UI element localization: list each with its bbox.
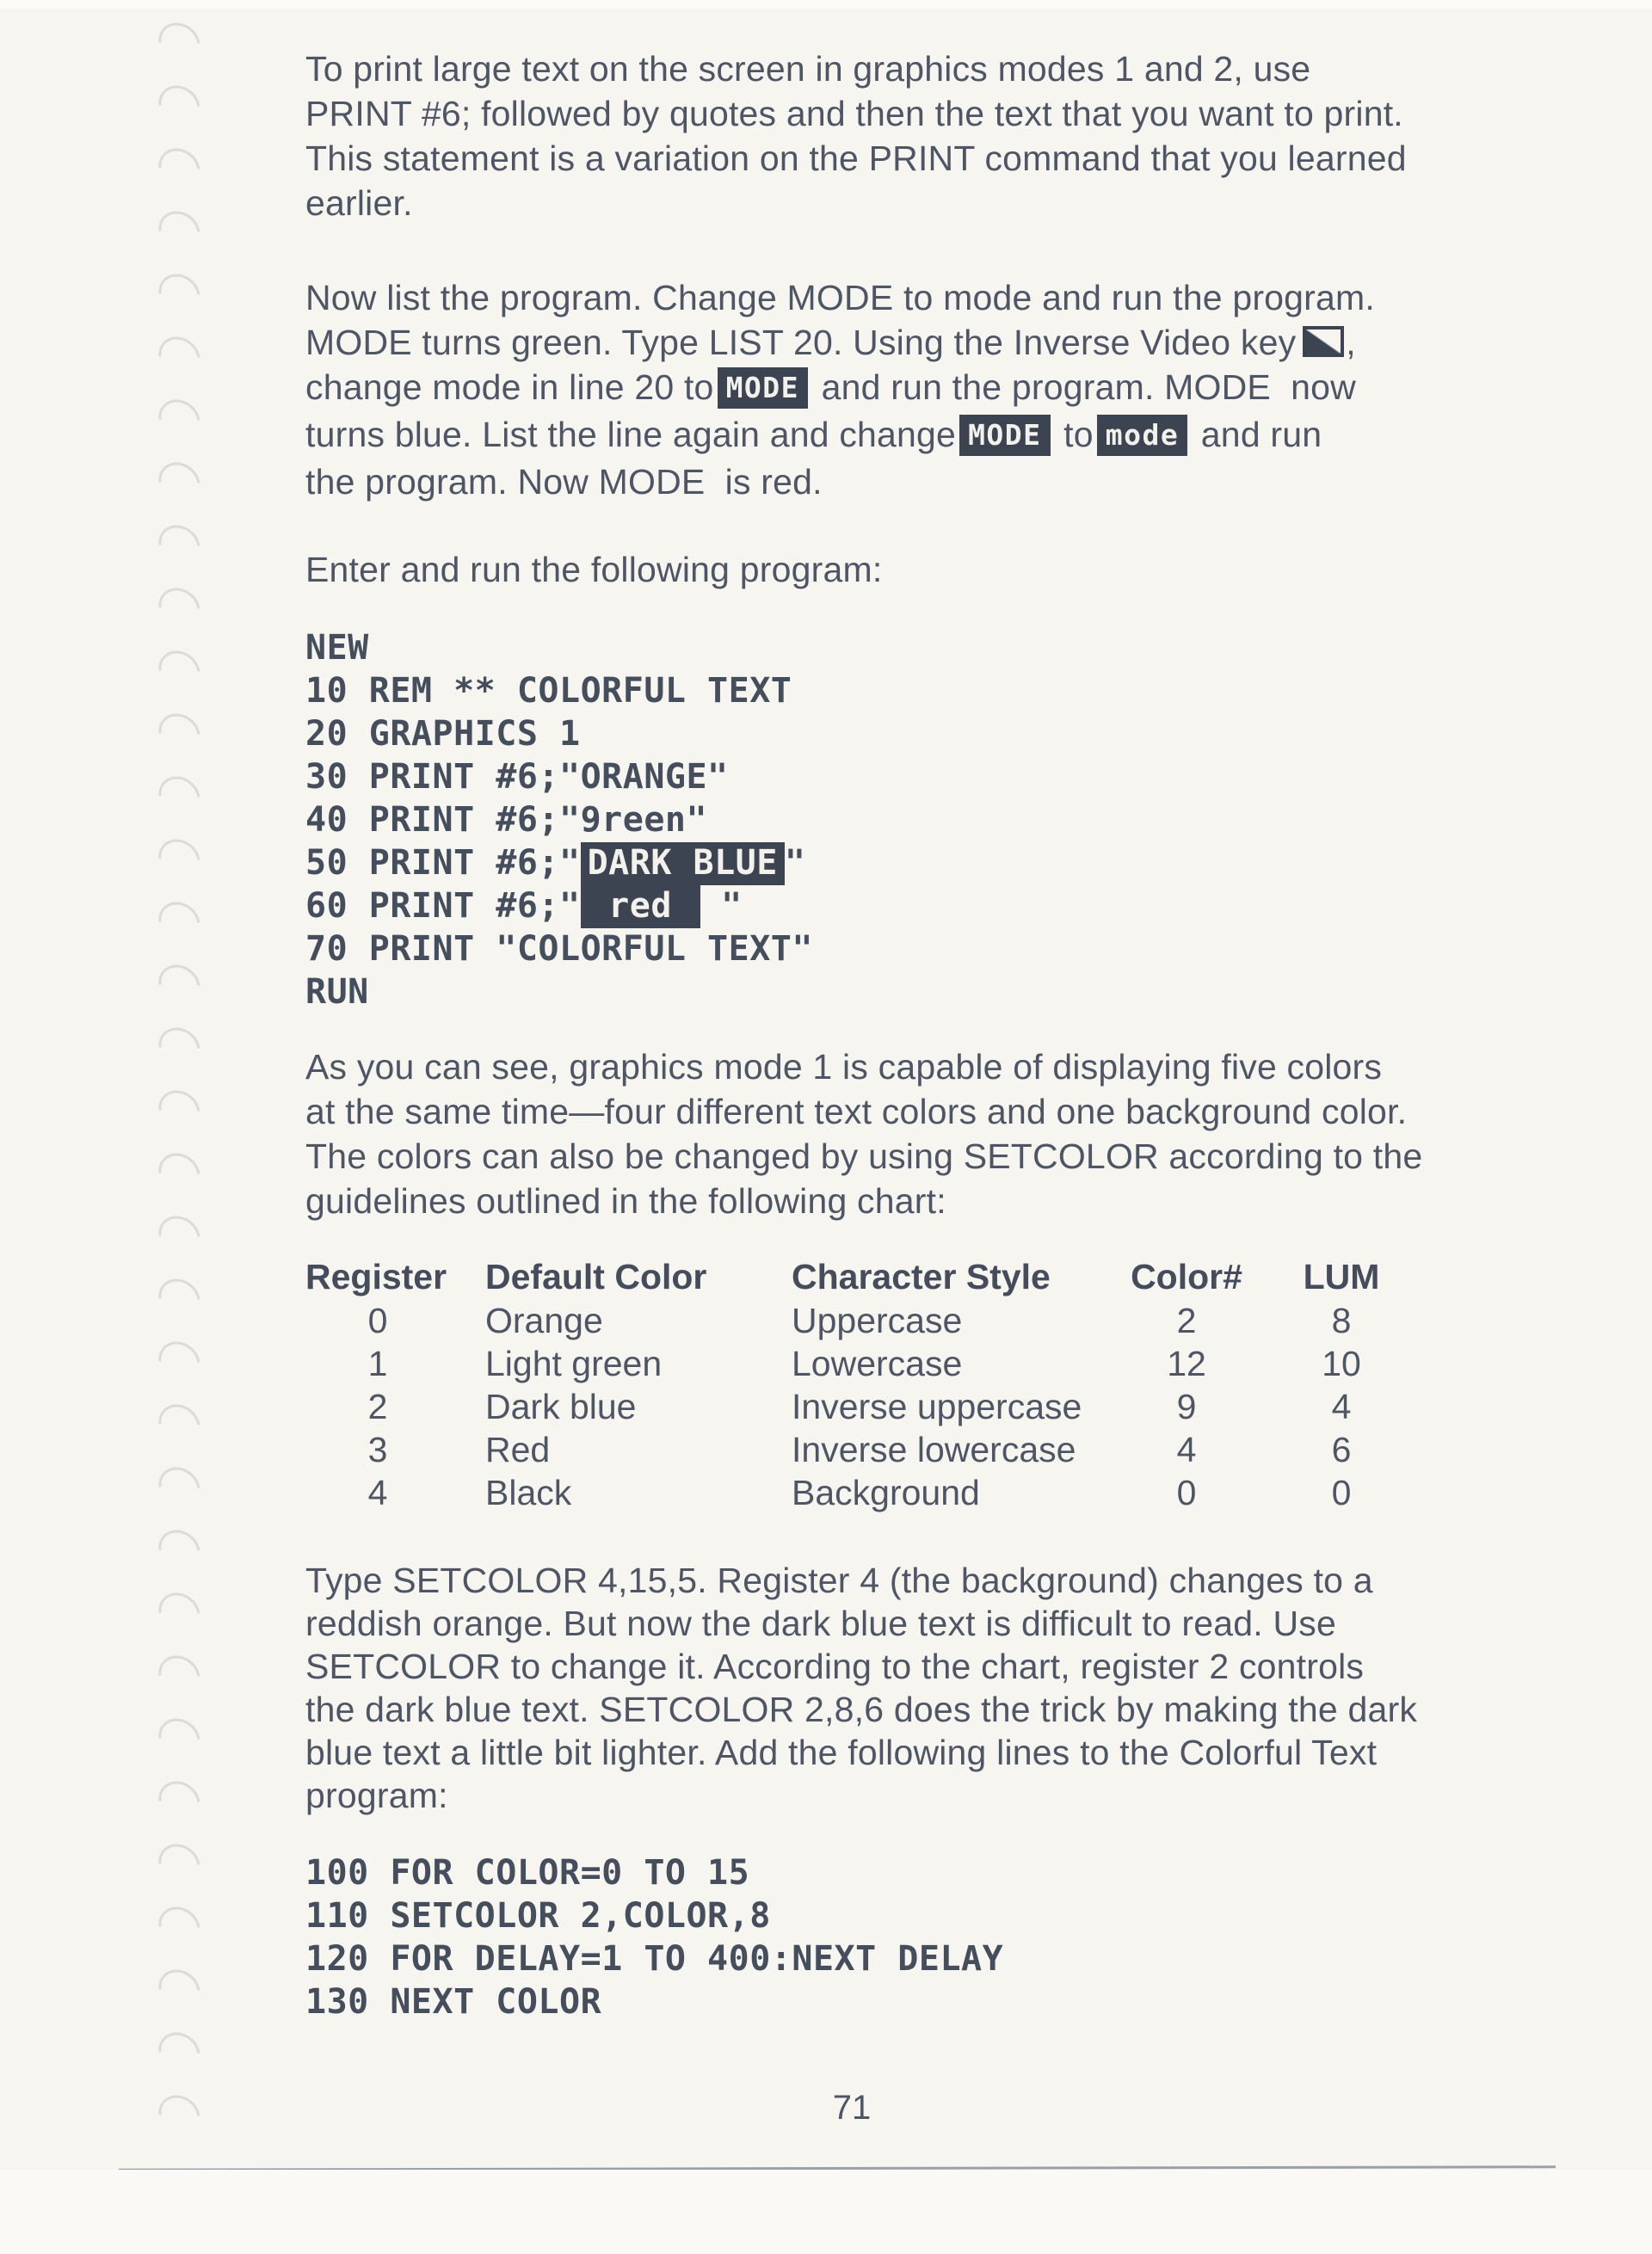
setcolor-paragraph <box>305 1559 1553 1817</box>
text-line <box>305 712 1553 755</box>
binding-ring <box>151 1333 208 1390</box>
text-line <box>305 1894 1553 1937</box>
text-line <box>305 1937 1553 1980</box>
text-line <box>305 320 1553 365</box>
binding-ring <box>151 1082 208 1139</box>
setcolor-loop-program <box>305 1851 1553 2023</box>
table-cell: 4 <box>367 1473 388 1512</box>
text-line <box>305 970 1553 1013</box>
text-line <box>305 1602 1553 1645</box>
table-cell: Dark blue <box>485 1387 637 1426</box>
text-line <box>305 547 1553 592</box>
enter-paragraph <box>305 547 1553 592</box>
inverse-video-text: DARK BLUE <box>581 842 785 885</box>
text-segment: RUN <box>305 972 369 1012</box>
table-cell: Black <box>485 1473 572 1512</box>
text-line <box>305 841 1553 884</box>
text-line <box>305 1731 1553 1774</box>
table-cell: 4 <box>1176 1430 1197 1469</box>
table-row <box>305 1471 1553 1514</box>
intro-paragraph <box>305 0 1553 225</box>
text-segment: PRINT #6; followed by quotes and then the text that you want to print. <box>305 94 1403 133</box>
table-header-cell: LUM <box>1303 1257 1380 1296</box>
text-segment: blue text a little bit lighter. Add the following lines to the Colorful Text <box>305 1733 1378 1772</box>
table-cell: Inverse lowercase <box>792 1430 1076 1469</box>
table-header-cell: Default Color <box>485 1257 707 1296</box>
text-segment: 20 GRAPHICS 1 <box>305 714 581 754</box>
text-line <box>305 91 1553 136</box>
binding-ring <box>151 894 208 951</box>
binding-ring <box>151 580 208 637</box>
text-segment: 30 PRINT #6;"ORANGE" <box>305 757 729 797</box>
text-segment: As you can see, graphics mode 1 is capable of displaying five colors <box>305 1047 1383 1087</box>
table-header-cell: Color# <box>1131 1257 1242 1296</box>
inverse-video-text: MODE <box>718 367 808 409</box>
table-row <box>305 1428 1553 1471</box>
text-segment: 50 PRINT #6;" <box>305 843 581 883</box>
text-line <box>305 1089 1553 1134</box>
text-line <box>305 626 1553 669</box>
text-segment: 110 SETCOLOR 2,COLOR,8 <box>305 1896 771 1936</box>
scan-below-page-area <box>0 2170 1652 2254</box>
text-line <box>305 459 1553 504</box>
table-cell: 12 <box>1167 1344 1206 1383</box>
text-segment: " <box>784 843 806 883</box>
text-line <box>305 1645 1553 1688</box>
table-row <box>305 1342 1553 1385</box>
binding-ring <box>151 1459 208 1516</box>
text-segment: program: <box>305 1776 448 1815</box>
text-line <box>305 412 1553 459</box>
table-cell: 2 <box>367 1387 388 1426</box>
text-line <box>305 1688 1553 1731</box>
binding-ring <box>151 140 208 197</box>
comb-binding-marks <box>0 0 224 2254</box>
text-segment: NEW <box>305 628 369 668</box>
table-cell: Inverse uppercase <box>792 1387 1082 1426</box>
binding-ring <box>151 957 208 1013</box>
binding-ring <box>151 1773 208 1830</box>
table-cell: Red <box>485 1430 551 1469</box>
text-segment: and run <box>1191 415 1322 454</box>
text-line <box>305 1774 1553 1817</box>
binding-ring <box>151 1647 208 1704</box>
text-line <box>305 1044 1553 1089</box>
page-content <box>305 0 1553 2023</box>
text-segment: change mode in line 20 to <box>305 367 714 407</box>
table-cell: 10 <box>1322 1344 1361 1383</box>
binding-ring <box>151 1208 208 1265</box>
table-cell: Orange <box>485 1301 603 1340</box>
text-segment: , <box>1346 323 1356 362</box>
text-line <box>305 275 1553 320</box>
text-segment: To print large text on the screen in graphics modes 1 and 2, use <box>305 49 1311 89</box>
text-segment: 60 PRINT #6;" <box>305 886 581 926</box>
table-row <box>305 1299 1553 1342</box>
text-line <box>305 46 1553 91</box>
inverse-video-text: MODE <box>959 415 1050 456</box>
text-line <box>305 669 1553 712</box>
page-number: 71 <box>832 2089 872 2127</box>
colorful-text-program <box>305 626 1553 1013</box>
text-segment: earlier. <box>305 183 413 223</box>
text-line <box>305 798 1553 841</box>
binding-ring <box>151 768 208 825</box>
text-segment: " <box>700 886 743 926</box>
table-cell: 0 <box>367 1301 388 1340</box>
inverse-video-key-icon <box>1303 326 1344 357</box>
binding-ring <box>151 1019 208 1076</box>
text-segment: 130 NEXT COLOR <box>305 1982 602 2022</box>
text-segment: guidelines outlined in the following chart: <box>305 1181 946 1221</box>
binding-ring <box>151 643 208 699</box>
color-register-table <box>305 1254 1553 1514</box>
text-line <box>305 1980 1553 2023</box>
text-line <box>305 884 1553 927</box>
text-segment: and run the program. MODE now <box>811 367 1356 407</box>
text-segment: 100 FOR COLOR=0 TO 15 <box>305 1853 750 1893</box>
text-segment: This statement is a variation on the PRINT command that you learned <box>305 139 1407 178</box>
text-segment: 10 REM ** COLORFUL TEXT <box>305 671 792 711</box>
text-segment: SETCOLOR to change it. According to the chart, register 2 controls <box>305 1647 1365 1686</box>
text-line <box>305 755 1553 798</box>
text-segment: reddish orange. But now the dark blue text is difficult to read. Use <box>305 1604 1336 1643</box>
text-line <box>305 1851 1553 1894</box>
text-segment: MODE turns green. Type LIST 20. Using the Inverse Video key <box>305 323 1297 362</box>
text-segment: turns blue. List the line again and change <box>305 415 957 454</box>
text-segment: 40 PRINT #6;"9reen" <box>305 800 708 840</box>
table-cell: 1 <box>367 1344 388 1383</box>
binding-ring <box>151 2024 208 2081</box>
text-segment: 120 FOR DELAY=1 TO 400:NEXT DELAY <box>305 1939 1004 1979</box>
binding-ring <box>151 2087 208 2144</box>
binding-ring <box>151 454 208 511</box>
text-segment: the program. Now MODE is red. <box>305 462 823 502</box>
binding-ring <box>151 1522 208 1579</box>
text-segment: 70 PRINT "COLORFUL TEXT" <box>305 929 813 969</box>
binding-ring <box>151 705 208 762</box>
table-header-cell: Character Style <box>792 1257 1051 1296</box>
binding-ring <box>151 266 208 323</box>
text-segment: Now list the program. Change MODE to mode and run the program. <box>305 278 1375 317</box>
text-segment: at the same time—four different text colors and one background color. <box>305 1092 1408 1131</box>
inverse-video-text: red <box>581 885 700 928</box>
table-header-row <box>305 1254 1553 1299</box>
table-cell: 6 <box>1331 1430 1352 1469</box>
binding-ring <box>151 831 208 888</box>
binding-ring <box>151 517 208 574</box>
text-segment: The colors can also be changed by using SETCOLOR according to the <box>305 1136 1423 1176</box>
text-segment: the dark blue text. SETCOLOR 2,8,6 does the trick by making the dark <box>305 1690 1418 1729</box>
text-line <box>305 365 1553 412</box>
table-cell: 0 <box>1176 1473 1197 1512</box>
text-line <box>305 136 1553 181</box>
table-cell: Uppercase <box>792 1301 963 1340</box>
binding-ring <box>151 77 208 134</box>
table-header-cell: Register <box>305 1257 447 1296</box>
binding-ring <box>151 203 208 260</box>
binding-ring <box>151 1961 208 2018</box>
table-cell: 4 <box>1331 1387 1352 1426</box>
binding-ring <box>151 15 208 71</box>
text-segment: to <box>1053 415 1094 454</box>
binding-ring <box>151 1271 208 1327</box>
text-line <box>305 181 1553 225</box>
text-line <box>305 1134 1553 1179</box>
text-segment: Enter and run the following program: <box>305 550 883 589</box>
table-cell: Light green <box>485 1344 663 1383</box>
table-cell: 9 <box>1176 1387 1197 1426</box>
binding-ring <box>151 1710 208 1767</box>
text-line <box>305 927 1553 970</box>
binding-ring <box>151 1396 208 1453</box>
table-cell: 3 <box>367 1430 388 1469</box>
table-cell: Background <box>792 1473 980 1512</box>
table-row <box>305 1385 1553 1428</box>
binding-ring <box>151 1145 208 1202</box>
text-line <box>305 1179 1553 1223</box>
inverse-video-text: mode <box>1097 415 1187 456</box>
table-cell: 0 <box>1331 1473 1352 1512</box>
binding-ring <box>151 391 208 448</box>
table-cell: 2 <box>1176 1301 1197 1340</box>
binding-ring <box>151 329 208 385</box>
mode-paragraph <box>305 275 1553 504</box>
text-line <box>305 1559 1553 1602</box>
binding-ring <box>151 1836 208 1893</box>
five-colors-paragraph <box>305 1044 1553 1223</box>
table-cell: 8 <box>1331 1301 1352 1340</box>
binding-ring <box>151 1585 208 1641</box>
binding-ring <box>151 1899 208 1955</box>
table-cell: Lowercase <box>792 1344 963 1383</box>
text-segment: Type SETCOLOR 4,15,5. Register 4 (the background) changes to a <box>305 1561 1373 1600</box>
